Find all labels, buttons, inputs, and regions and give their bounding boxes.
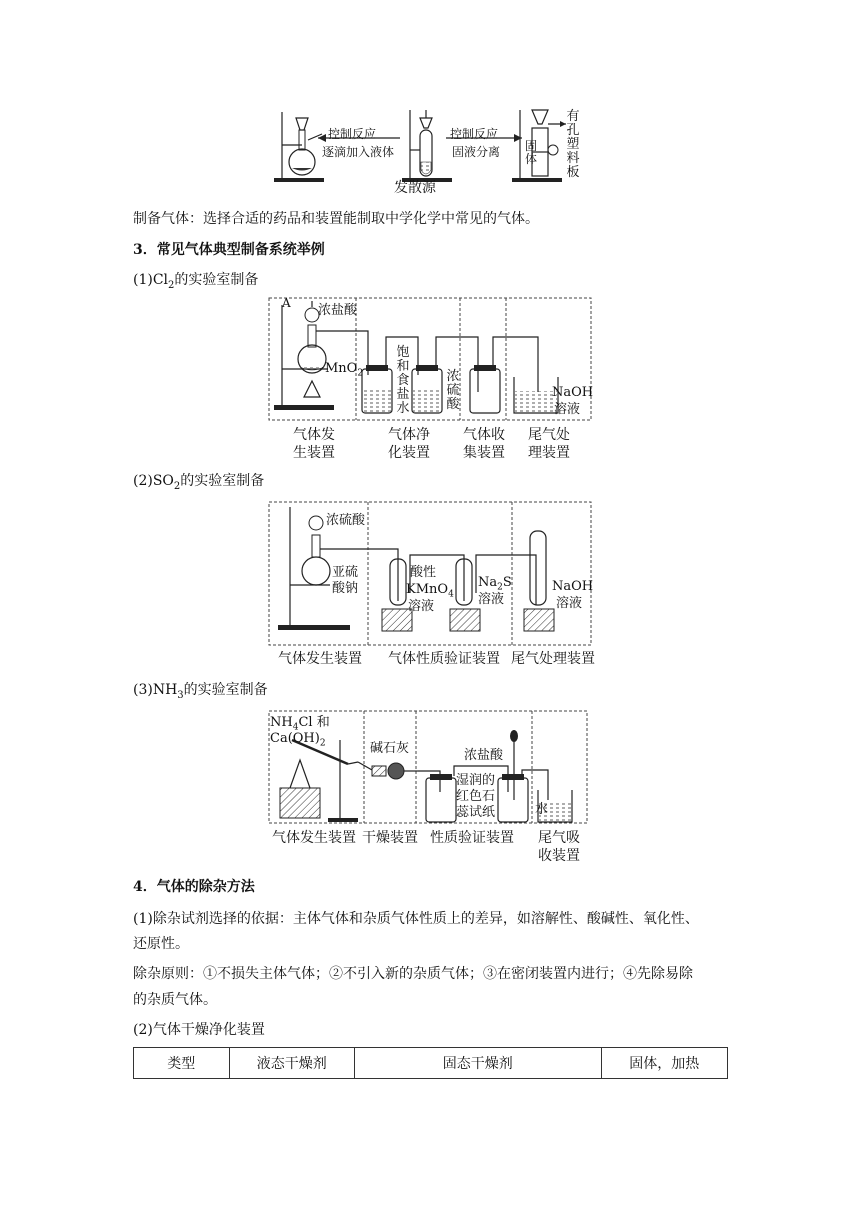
cl2-caption-1b: 生装置 xyxy=(293,445,335,461)
nh3-nh4cl-sub: 4 xyxy=(292,722,299,733)
so2-na2s-s: S xyxy=(502,575,512,590)
so2-title xyxy=(133,471,733,497)
label-plate: 有孔塑料板 xyxy=(566,109,580,180)
so2-kmno4-text: KMnO xyxy=(406,582,449,597)
p1-line2: 还原性。 xyxy=(133,936,189,952)
arrow1-line1: 控制反应 xyxy=(328,127,377,141)
nh3-title xyxy=(133,680,733,706)
nh3-title-text: (3)NH xyxy=(133,682,178,698)
so2-label-acidic: 酸性 xyxy=(410,565,437,580)
nh3-caption-4b: 收装置 xyxy=(538,848,580,864)
cl2-label-solution: 溶液 xyxy=(554,402,581,417)
nh3-nh4cl-rest: Cl 和 xyxy=(298,715,330,730)
nh3-label-caoh xyxy=(270,730,326,753)
so2-title-sub: 2 xyxy=(173,480,181,492)
arrow1-line2: 逐滴加入液体 xyxy=(322,145,395,159)
cl2-title xyxy=(133,270,733,296)
so2-kmno4-sub: 4 xyxy=(448,589,454,600)
cl2-caption-4a: 尾气处 xyxy=(528,427,570,443)
p2-line1: 除杂原则：①不损失主体气体；②不引入新的杂质气体；③在密闭装置内进行；④先除易除 xyxy=(133,966,693,982)
nh3-nh4cl-text: NH xyxy=(270,715,293,730)
nh3-label-paper-2: 红色石 xyxy=(456,789,496,804)
nh3-caption-1: 气体发生装置 xyxy=(272,830,356,846)
cl2-caption-4b: 理装置 xyxy=(528,445,570,461)
prepare-gas-text: 制备气体：选择合适的药品和装置能制取中学化学中常见的气体。 xyxy=(133,211,539,227)
cl2-label-mno2 xyxy=(325,360,363,383)
cl2-label-conc-h2so4: 浓硫酸 xyxy=(446,369,460,412)
cl2-mno2-text: MnO xyxy=(325,361,358,376)
cl2-title-rest: 的实验室制备 xyxy=(174,272,259,288)
cl2-label-sat-salt: 饱和食盐水 xyxy=(396,345,410,416)
label-solid: 固体 xyxy=(524,139,537,166)
nh3-label-paper-3: 蕊试纸 xyxy=(456,805,496,820)
p3-text: (2)气体干燥净化装置 xyxy=(133,1022,265,1038)
so2-label-naoh: NaOH xyxy=(552,579,594,594)
nh3-title-sub: 3 xyxy=(177,689,184,701)
so2-label-solution2: 溶液 xyxy=(478,592,505,607)
arrow2-line2: 固液分离 xyxy=(452,145,501,159)
table-header-heated: 固体，加热 xyxy=(601,1048,727,1079)
so2-label-solution3: 溶液 xyxy=(556,596,583,611)
cl2-caption-2a: 气体净 xyxy=(388,427,430,443)
so2-caption-3: 尾气处理装置 xyxy=(511,651,595,667)
cl2-label-A: A xyxy=(282,296,291,310)
p1-line1: (1)除杂试剂选择的依据：主体气体和杂质气体性质上的差异，如溶解性、酸碱性、氧化性、 xyxy=(133,911,699,927)
section-4-heading: 4．气体的除杂方法 xyxy=(133,879,255,895)
cl2-label-conc-hcl: 浓盐酸 xyxy=(318,303,358,318)
so2-label-solution1: 溶液 xyxy=(408,599,435,614)
so2-na2s-text: Na xyxy=(478,575,498,590)
so2-label-conc-h2so4: 浓硫酸 xyxy=(326,513,366,528)
so2-label-na2so3-1: 亚硫 xyxy=(332,565,359,580)
nh3-label-sodalime: 碱石灰 xyxy=(370,741,410,756)
so2-label-na2so3-2: 酸钠 xyxy=(332,581,359,596)
cl2-caption-3a: 气体收 xyxy=(463,427,505,443)
so2-caption-1: 气体发生装置 xyxy=(278,651,362,667)
drying-table xyxy=(133,1047,728,1079)
so2-title-text: (2)SO xyxy=(133,473,174,489)
cl2-caption-3b: 集装置 xyxy=(463,445,505,461)
cl2-title-sub: 2 xyxy=(168,279,175,291)
so2-caption-2: 气体性质验证装置 xyxy=(388,651,500,667)
cl2-label-naoh: NaOH xyxy=(552,385,594,400)
nh3-caoh-text: Ca(OH) xyxy=(270,731,320,746)
nh3-label-paper-1: 湿润的 xyxy=(456,773,496,788)
p2-line2: 的杂质气体。 xyxy=(133,992,217,1008)
table-header-solid: 固态干燥剂 xyxy=(354,1048,601,1079)
top-caption: 发散源 xyxy=(394,180,436,196)
cl2-caption-2b: 化装置 xyxy=(388,445,430,461)
nh3-label-water: 水 xyxy=(535,802,549,817)
nh3-caoh-sub: 2 xyxy=(319,738,326,749)
table-row xyxy=(134,1048,728,1079)
nh3-caption-3: 性质验证装置 xyxy=(430,830,514,846)
section-3-heading: 3．常见气体典型制备系统举例 xyxy=(133,242,325,258)
nh3-title-rest: 的实验室制备 xyxy=(183,682,268,698)
so2-na2s-sub: 2 xyxy=(497,582,503,593)
arrow2-line1: 控制反应 xyxy=(450,127,499,141)
nh3-caption-2: 干燥装置 xyxy=(362,830,418,846)
cl2-title-text: (1)Cl xyxy=(133,272,169,288)
top-apparatus-drawing xyxy=(270,100,590,185)
so2-title-rest: 的实验室制备 xyxy=(180,473,265,489)
cl2-caption-1a: 气体发 xyxy=(293,427,335,443)
nh3-label-conc-hcl: 浓盐酸 xyxy=(464,748,504,763)
nh3-caption-4a: 尾气吸 xyxy=(538,830,580,846)
table-header-type: 类型 xyxy=(134,1048,230,1079)
cl2-drawing xyxy=(268,297,593,422)
cl2-mno2-sub: 2 xyxy=(357,368,364,379)
table-header-liquid: 液态干燥剂 xyxy=(229,1048,354,1079)
